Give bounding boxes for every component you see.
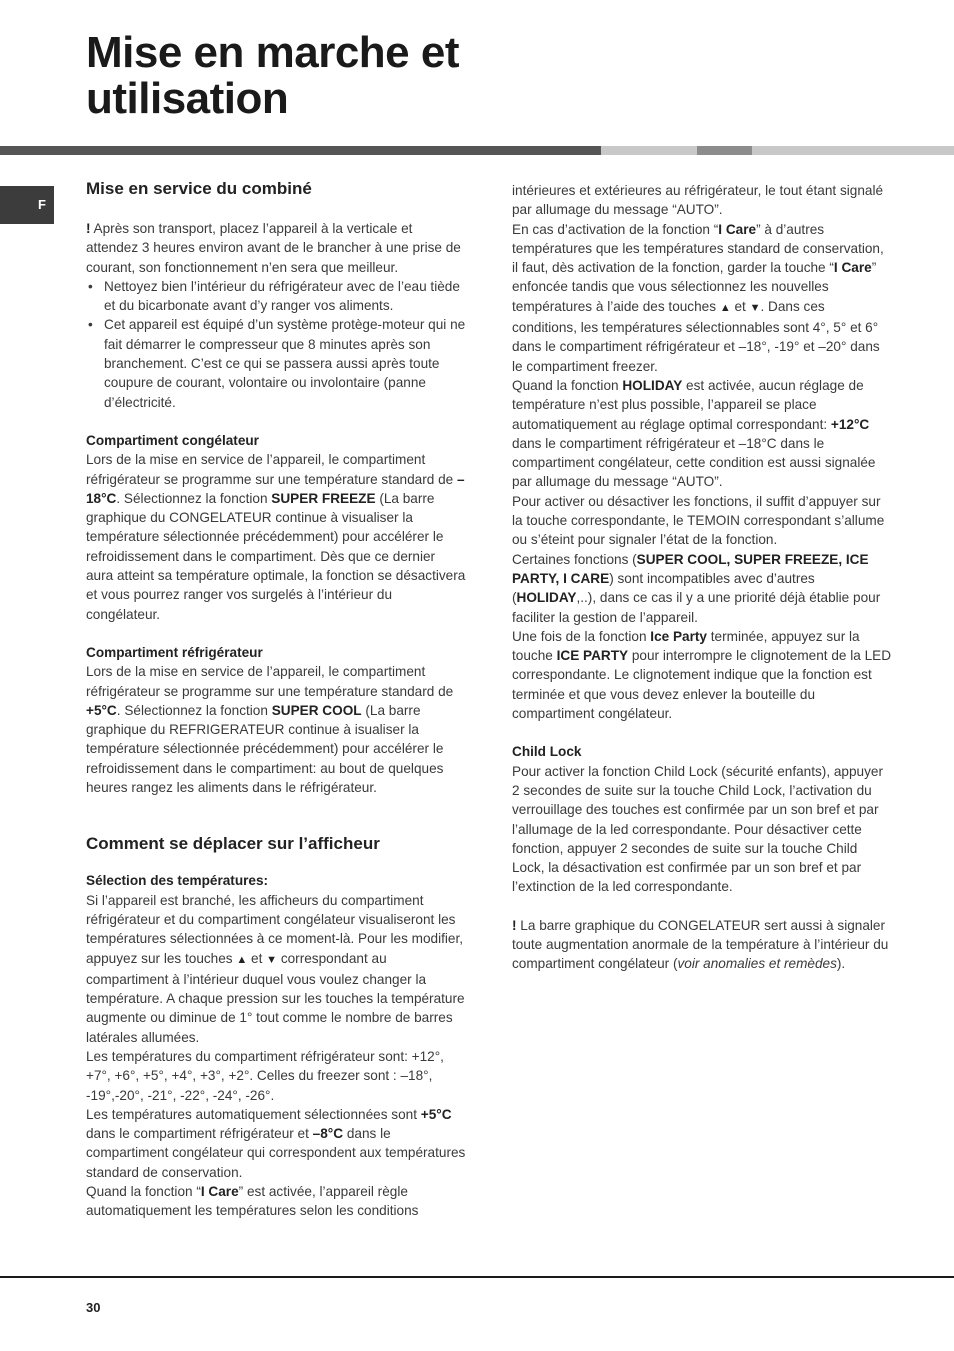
warning-mark: ! [86, 221, 91, 236]
note-paragraph: ! La barre graphique du CONGELATEUR sert aussi à signaler toute augmentation anormale de la température à l’intérieur du compartiment congélateur (voir anomalies et remèdes). [512, 917, 889, 972]
right-paragraph-1: intérieures et extérieures au réfrigérateur, le tout étant signalé par allumage du message “AUTO”. [512, 183, 884, 218]
right-paragraph-4: Pour activer ou désactiver les fonctions, il suffit d’appuyer sur la touche correspondante, le TEMOIN correspondant s’allume ou s’éteint pour signaler l’état de la fonction. [512, 493, 885, 548]
language-tab: F [0, 186, 54, 224]
header-rule-segment-1 [0, 146, 601, 155]
right-column [512, 181, 892, 974]
child-lock-heading: Child Lock [512, 744, 582, 760]
freezer-heading: Compartiment congélateur [86, 432, 259, 448]
right-paragraph-6: Une fois de la fonction Ice Party terminée, appuyez sur la touche ICE PARTY pour interrompre le clignotement de la LED correspondante. Le clignotement indique que la fonction est terminée et que vous devez enlever la bouteille du compartiment congélateur. [512, 628, 892, 722]
up-arrow-icon: ▲ [719, 301, 731, 314]
footer-rule [0, 1276, 954, 1278]
list-item: • Cet appareil est équipé d’un système protège-moteur qui ne fait démarrer le compresseur que 8 minutes après son branchement. C’est ce qui se passera aussi après toute coupure de courant, volontaire ou involontaire (panne d’électricité. [86, 315, 466, 411]
intro-paragraph: ! Après son transport, placez l’appareil à la verticale et attendez 3 heures environ avant de le brancher à une prise de courant, son fonctionnement n’en sera que meilleur. [86, 221, 461, 275]
selection-paragraph-4: Quand la fonction “I Care” est activée, l’appareil règle automatiquement les températures selon les conditions [86, 1184, 419, 1219]
list-item: • Nettoyez bien l’intérieur du réfrigérateur avec de l’eau tiède et du bicarbonate avant d’y ranger vos aliments. [86, 277, 466, 316]
selection-heading: Sélection des températures: [86, 873, 269, 889]
child-lock-paragraph: Pour activer la fonction Child Lock (sécurité enfants), appuyer 2 secondes de suite sur la touche Child Lock, l’activation du verrouillage des touches est confirmée par un son bref et par l’allumage de la led correspondante. Pour désactiver cette fonction, appuyer 2 secondes de suite sur la touche Child Lock, la désactivation est confirmée par un son bref et par l’extinction de la led correspondante. [512, 763, 883, 895]
header-rule-segment-3 [697, 146, 752, 155]
right-paragraph-3: Quand la fonction HOLIDAY est activée, aucun réglage de température n’est plus possible, l’appareil se place automatiquement au réglage optimal correspondant: +12°C dans le compartiment réfrigérateur et –18°C dans le compartiment congélateur, cette condition est aussi signalée par allumage du message “AUTO”. [512, 377, 876, 490]
header-rule-segment-2 [601, 146, 697, 155]
fridge-heading: Compartiment réfrigérateur [86, 644, 263, 660]
down-arrow-icon: ▼ [266, 953, 278, 966]
down-arrow-icon: ▼ [749, 301, 761, 314]
selection-paragraph-2: Les températures du compartiment réfrigérateur sont: +12°, +7°, +6°, +5°, +4°, +3°, +2°. Celles du freezer sont : –18°, -19°,-20°, -21°, -22°, -24°, -26°. [86, 1048, 444, 1103]
section-heading-display: Comment se déplacer sur l’afficheur [86, 834, 380, 854]
fridge-paragraph: Lors de la mise en service de l’appareil, le compartiment réfrigérateur se programme sur une température standard de +5°C. Sélectionnez la fonction SUPER COOL (La barre graphique du REFRIGERATEUR continue à isualiser la température sélectionnée précédemment) pour accélérer le refroidissement dans le compartiment: au bout de quelques heures rangez les aliments dans le réfrigérateur. [86, 664, 454, 796]
freezer-paragraph: Lors de la mise en service de l’appareil, le compartiment réfrigérateur se programme sur une température standard de –18°C. Sélectionnez la fonction SUPER FREEZE (La barre graphique du CONGELATEUR continue à visualiser la température sélectionnée précédemment) pour accélérer le refroidissement dans le compartiment. Dès que ce dernier aura atteint sa température optimale, la fonction se désactivera et vous pourrez ranger vos surgelés à l’intérieur du congélateur. [86, 452, 466, 622]
startup-bullet-list [86, 277, 466, 412]
left-column [86, 178, 466, 1221]
section-heading-startup: Mise en service du combiné [86, 179, 312, 198]
header-rule-segment-4 [752, 146, 954, 155]
up-arrow-icon: ▲ [236, 953, 248, 966]
right-paragraph-2: En cas d’activation de la fonction “I Care” à d’autres températures que les températures standard de conservation, il faut, dès activation de la fonction, garder la touche “I Care” enfoncée tandis que vous sélectionnez les nouvelles températures à l’aide des touches ▲ et ▼. Dans ces conditions, les températures sélectionnables sont 4°, 5° et 6° dans le compartiment réfrigérateur et –18°, -19° et –20° dans le compartiment freezer. [512, 221, 884, 374]
selection-paragraph-1: Si l’appareil est branché, les afficheurs du compartiment réfrigérateur et du compartiment congélateur visualiseront les températures sélectionnées à ce moment-là. Pour les modifier, appuyez sur les touches ▲ et ▼ correspondant au compartiment à l’intérieur duquel vous voulez changer la température. A chaque pression sur les touches la température augmente ou diminue de 1° tout comme le nombre de barres latérales allumées. [86, 892, 465, 1045]
page-title: Mise en marche et utilisation [86, 28, 459, 123]
page-number: 30 [86, 1300, 101, 1315]
selection-paragraph-3: Les températures automatiquement sélectionnées sont +5°C dans le compartiment réfrigérateur et –8°C dans le compartiment congélateur qui correspondent aux températures standard de conservation. [86, 1106, 466, 1180]
right-paragraph-5: Certaines fonctions (SUPER COOL, SUPER FREEZE, ICE PARTY, I CARE) sont incompatibles avec d’autres (HOLIDAY,..), dans ce cas il y a une priorité déjà établie pour faciliter la gestion de l’appareil. [512, 551, 881, 625]
warning-mark: ! [512, 917, 517, 933]
